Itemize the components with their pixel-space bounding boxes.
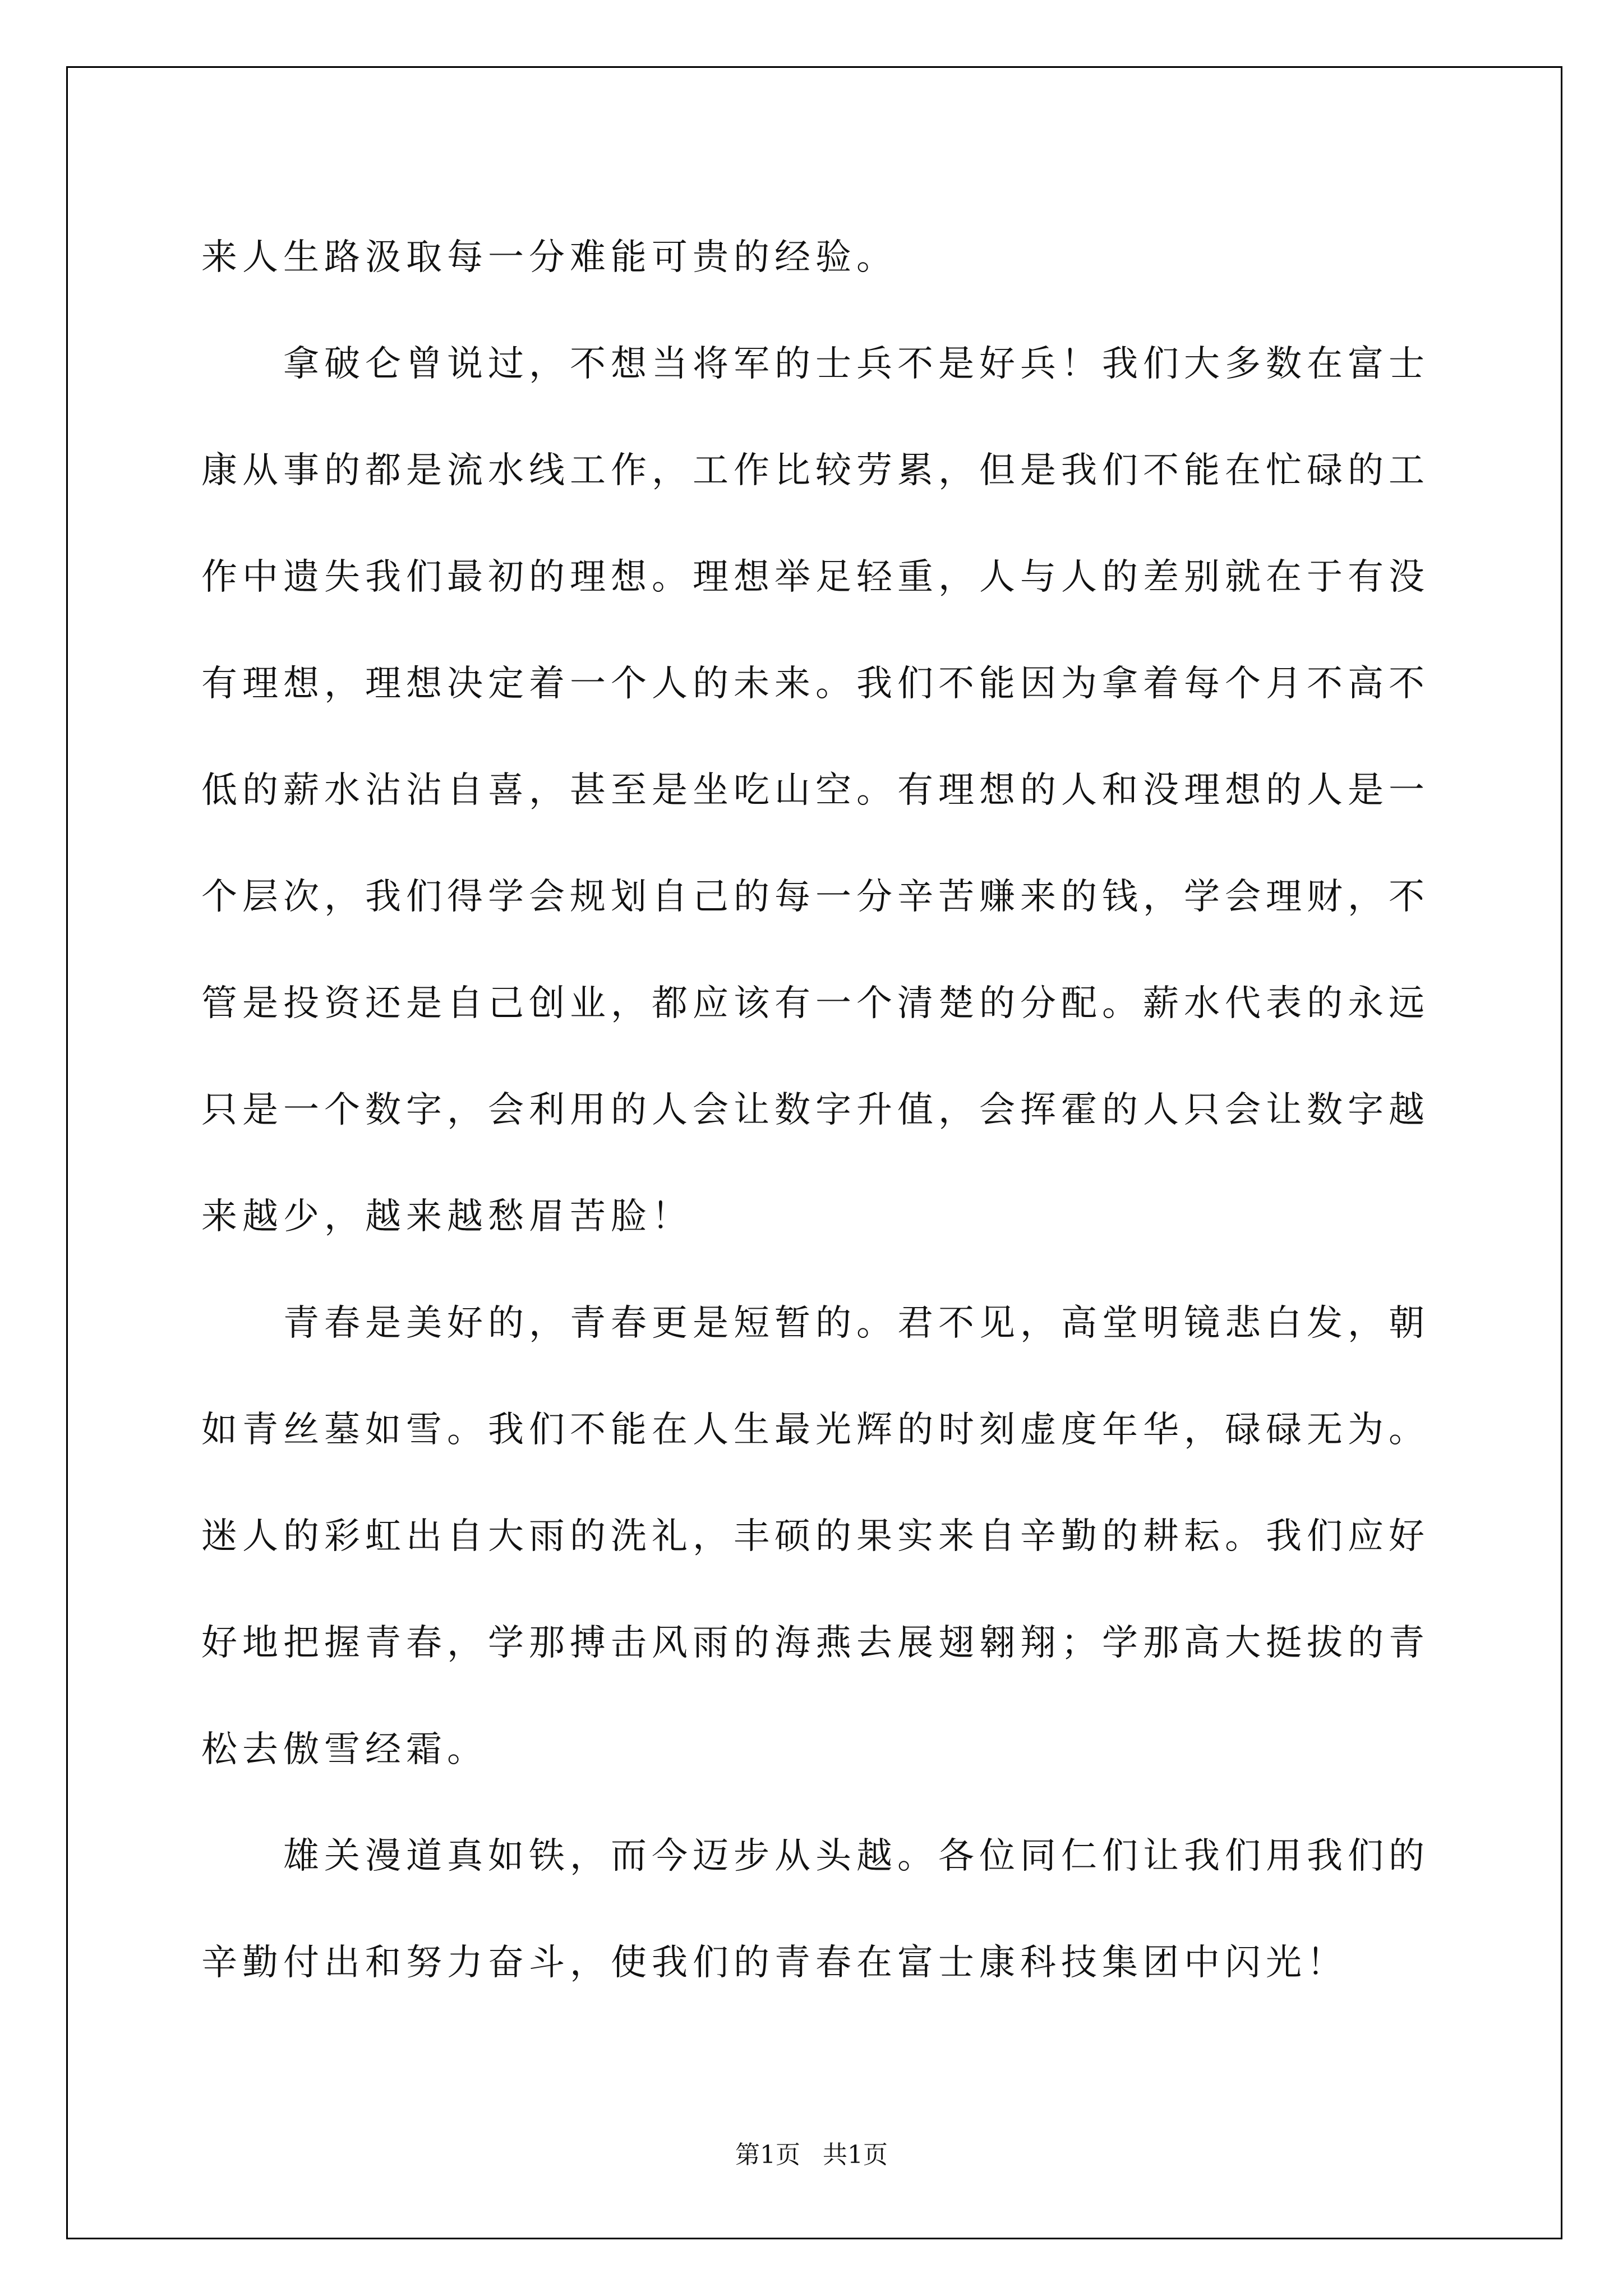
- text-line: 来人生路汲取每一分难能可贵的经验。: [201, 237, 897, 278]
- paragraph-ideals: [201, 311, 1491, 1270]
- text-line: 作中遗失我们最初的理想。理想举足轻重，人与人的差别就在于有没: [201, 556, 1430, 598]
- text-line: 管是投资还是自己创业，都应该有一个清楚的分配。薪水代表的永远: [201, 983, 1430, 1024]
- text-line: 只是一个数字，会利用的人会让数字升值，会挥霍的人只会让数字越: [201, 1089, 1430, 1131]
- text-line: 青春是美好的，青春更是短暂的。君不见，高堂明镜悲白发，朝: [283, 1303, 1430, 1344]
- text-line: 拿破仑曾说过，不想当将军的士兵不是好兵！我们大多数在富士: [283, 343, 1430, 385]
- text-line: 个层次，我们得学会规划自己的每一分辛苦赚来的钱，学会理财，不: [201, 876, 1430, 918]
- text-line: 有理想，理想决定着一个人的未来。我们不能因为拿着每个月不高不: [201, 663, 1430, 705]
- paragraph-closing: [201, 1803, 1491, 2016]
- paragraph-youth: [201, 1270, 1491, 1803]
- body-text: [201, 204, 1491, 2016]
- text-line: 好地把握青春，学那搏击风雨的海燕去展翅翱翔；学那高大挺拔的青: [201, 1622, 1430, 1664]
- text-line: 辛勤付出和努力奋斗，使我们的青春在富士康科技集团中闪光！: [201, 1942, 1348, 1984]
- text-line: 雄关漫道真如铁，而今迈步从头越。各位同仁们让我们用我们的: [283, 1835, 1430, 1877]
- text-line: 低的薪水沾沾自喜，甚至是坐吃山空。有理想的人和没理想的人是一: [201, 770, 1430, 811]
- text-line: 松去傲雪经霜。: [201, 1729, 488, 1770]
- page-number-total: 共1页: [823, 2141, 888, 2169]
- text-line: 康从事的都是流水线工作，工作比较劳累，但是我们不能在忙碌的工: [201, 450, 1430, 491]
- page-number-current: 第1页: [735, 2141, 800, 2169]
- paragraph-continuation: [201, 204, 1491, 311]
- text-line: 来越少，越来越愁眉苦脸！: [201, 1196, 693, 1237]
- text-line: 如青丝墓如雪。我们不能在人生最光辉的时刻虚度年华，碌碌无为。: [201, 1409, 1430, 1451]
- page-footer: [0, 2138, 1623, 2172]
- text-line: 迷人的彩虹出自大雨的洗礼，丰硕的果实来自辛勤的耕耘。我们应好: [201, 1516, 1430, 1557]
